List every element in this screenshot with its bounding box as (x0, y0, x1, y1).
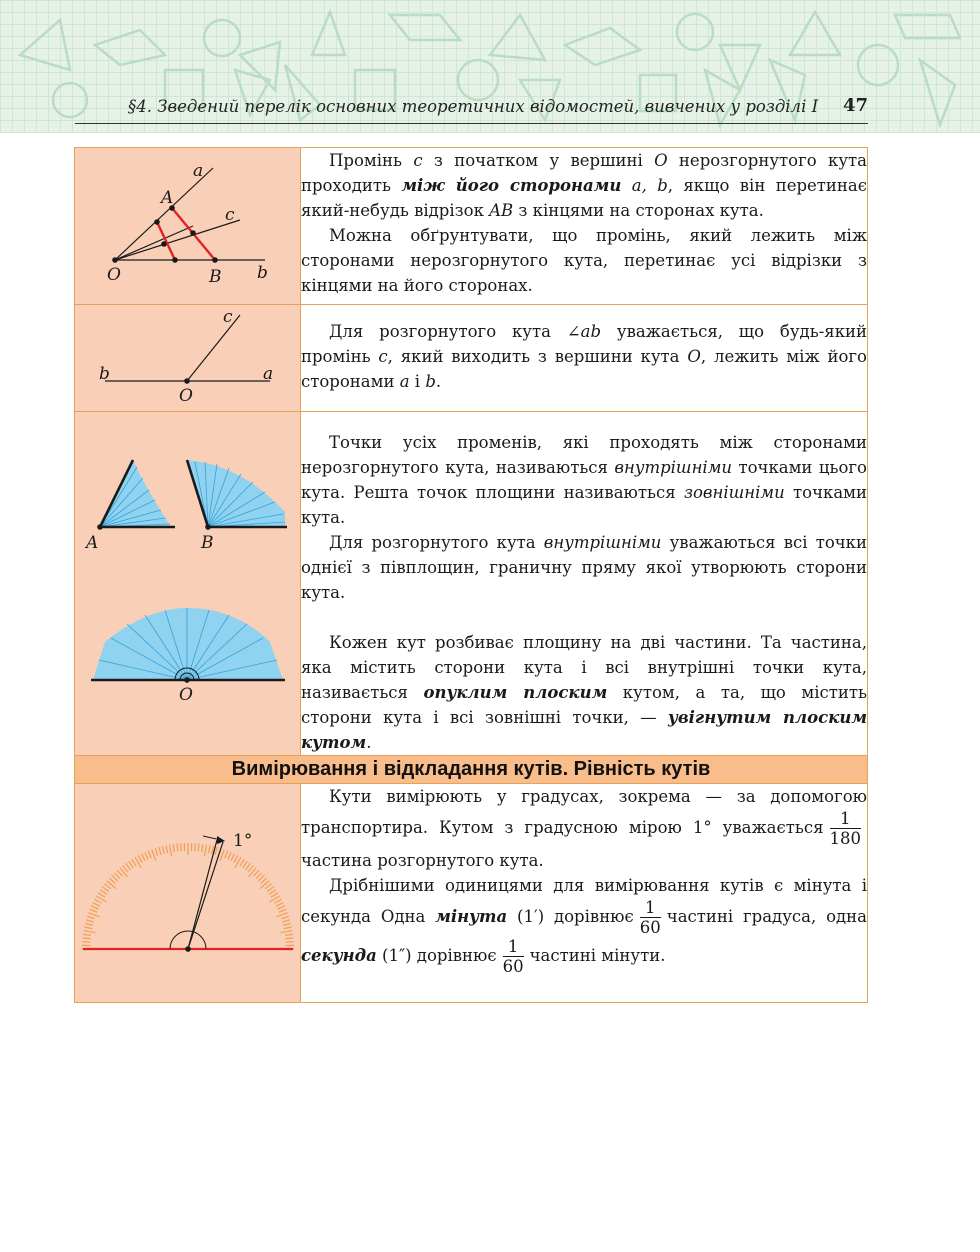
label-O: O (179, 386, 193, 406)
term-second: секунда (301, 946, 377, 965)
figure-cell (75, 305, 301, 412)
paragraph: Для розгорнутого кута внутрішніми уважаються всі точки однієї з півплощин, граничну пряму якої утворюють сторони кута. (301, 533, 867, 602)
interior-points-figure (75, 412, 300, 746)
text-cell (301, 305, 868, 412)
paragraph: Дрібнішими одиницями для вимірювання кутів є мінута і секунда Одна мінута (1′) дорівнює $\frac{1}{60}$ частині градуса, одна секунда (1″) дорівнює $\frac{1}{60}$ частині мінути. (301, 876, 867, 976)
paragraph: Точки усіх променів, які проходять між сторонами нерозгорнутого кута, називаються внутрішніми точками цього кута. Решта точок площини називаються зовнішніми точками кута. (301, 433, 867, 527)
text-cell (301, 784, 868, 1003)
section-title: Вимірювання і відкладання кутів. Рівність кутів (75, 756, 868, 784)
label-1-degree: 1° (233, 831, 253, 851)
paragraph: Можна обґрунтувати, що промінь, який лежить між сторонами нерозгорнутого кута, перетинає усі відрізки з кінцями на його сторонах. (301, 226, 867, 295)
figure-cell (75, 148, 301, 305)
label-b: b (257, 263, 268, 283)
label-O: O (107, 265, 121, 285)
section-header-row (75, 756, 868, 784)
text-cell (301, 148, 868, 305)
page-number: 47 (843, 95, 869, 116)
fraction-1-60: $\frac{1}{60}$ (639, 898, 661, 937)
term-concave: увігнутим плоским кутом (301, 708, 867, 752)
term-between-sides: між його сторонами (401, 176, 622, 195)
label-c: c (223, 307, 233, 327)
label-B: B (201, 533, 214, 553)
paragraph: Кути вимірюють у градусах, зокрема — за допомогою транспортира. Кутом з градусною мірою 1° уважається $\frac{1}{180}$ частина розгорнутого кута. (301, 787, 867, 870)
header-title: §4. Зведений перелік основних теоретичних відомостей, вивчених у розділі I (128, 97, 819, 116)
paragraph: Кожен кут розбиває площину на дві частини. Та частина, яка містить сторони кута і всі внутрішні точки кута, називається опуклим плоским кутом, а та, що містить сторони кута і всі зовнішні точки, — увігнутим плоским кутом. (301, 633, 867, 752)
label-A: A (161, 188, 174, 208)
ray-between-sides-figure (75, 148, 300, 300)
label-b: b (99, 364, 110, 384)
label-O: O (179, 685, 193, 705)
fraction-1-180: $\frac{1}{180}$ (829, 809, 861, 848)
text-cell (301, 412, 868, 756)
theory-table (74, 147, 868, 1003)
figure-cell (75, 784, 301, 1003)
label-a: a (263, 364, 274, 384)
page-header (0, 0, 980, 133)
term-minute: мінута (435, 907, 508, 926)
paragraph: Для розгорнутого кута ∠ab уважається, що будь-який промінь c, який виходить з вершини кута O, лежить між його сторонами a і b. (301, 322, 867, 391)
protractor-figure (75, 784, 300, 998)
label-A: A (86, 533, 99, 553)
straight-angle-figure (75, 305, 300, 407)
term-convex: опуклим плоским (423, 683, 608, 702)
paragraph: Промінь c з початком у вершині O нерозгорнутого кута проходить між його сторонами a, b, якщо він перетинає який-небудь відрізок AB з кінцями на сторонах кута. (301, 151, 867, 220)
header-rule (75, 123, 868, 124)
label-B: B (209, 267, 222, 287)
fraction-1-60: $\frac{1}{60}$ (502, 937, 524, 976)
figure-cell (75, 412, 301, 756)
label-a: a (193, 161, 204, 181)
table-row (75, 305, 868, 412)
label-c: c (225, 205, 235, 225)
table-row (75, 148, 868, 305)
table-row (75, 412, 868, 756)
table-row (75, 784, 868, 1003)
